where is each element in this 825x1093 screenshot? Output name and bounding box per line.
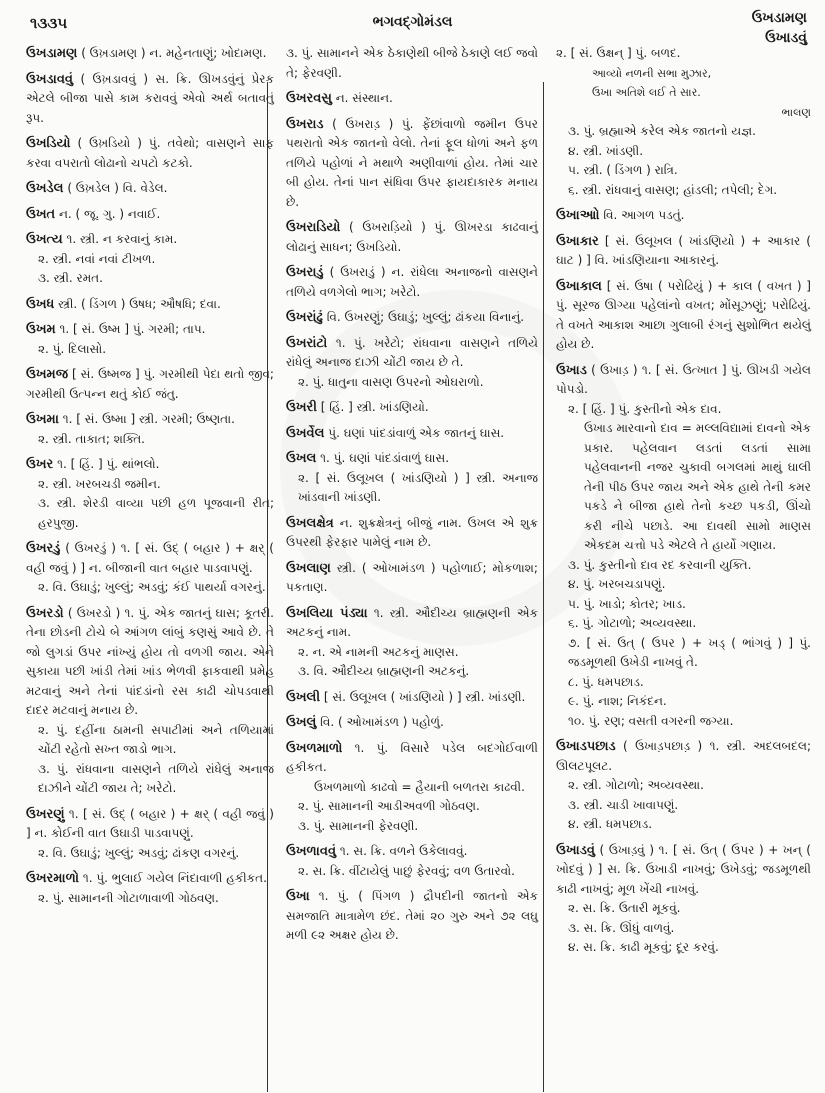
dictionary-entry [286, 218, 538, 257]
headword: ઉખરડો [26, 605, 64, 621]
dictionary-entry [26, 539, 274, 598]
headword: ઉખાડ [556, 362, 587, 378]
dictionary-entry [556, 737, 811, 835]
headword: ઉખર્વેલ [286, 425, 325, 441]
definition: ૧. પું. ભુલાઈ ગયેલ નિંદાવાળી હકીકત. [82, 871, 267, 885]
sense: ૩. સ્ત્રી. રમત. [38, 271, 103, 285]
definition: ( ઉખ઼ડામણ ) ન. મહેનતાણું; ખોદામણ. [81, 46, 267, 60]
usage-example: ઉખાડ મારવાનો દાવ = મલ્લવિદ્યામાં દાવનો એક પ્રકાર. પહેલવાન લડતાં લડતાં સામા પહેલવાનની નજર ચુકાવી બગલમાં માથું ઘાલી તેની પીઠ ઉપર જાય અને એક હાથે તેની કમર પકડે ને બીજા હાથે તેનો કચ્છ પકડી, ઊંચો કરી નીચે પછાડે. આ દાવથી સામો માણસ એકદમ ચત્તો પડે એટલે તે હાર્યો ગણાય. [584, 421, 811, 552]
page-number: ૧૩૩૫ [30, 14, 68, 32]
headword: ઉખરડું [26, 541, 61, 556]
definition: ૨. [ સં. ઉક્ષન્ ] પું. બળદ. [556, 46, 681, 60]
definition: ( ઉખરડું ) ૧. [ સં. ઉદ્ ( બહાર ) + ક્ષર્ ( વહી જવું ) ] ન. બીજાની વાત બહાર પાડવાપણું. [26, 541, 274, 575]
definition: સ્ત્રી. ( ડિંગળ ) ઉષધ; ઔષધિ; દવા. [58, 296, 221, 311]
headword: ઉખળાવવું [286, 844, 337, 859]
headword: ઉખરમાળો [26, 871, 79, 886]
sense: ૩. સ્ત્રી. ચાડી ખાવાપણું. [568, 797, 679, 812]
sense: ૩. પું. કુસ્તીનો દાવ રદ કરવાની યુક્તિ. [568, 557, 752, 572]
sense: ૩. પું. બ્રહ્માએ કરેલ એક જાતનો યજ્ઞ. [568, 124, 756, 138]
definition: [ સં. ઉલૂખલ ( ખાંડણિયો ) ] સ્ત્રી. ખાંડણી. [323, 689, 526, 704]
sense: ૭. [ સં. ઉત્ ( ઉપર ) + ખડ્ ( ભાંગવું ) ] પું. જડમૂળથી ઉખેડી નાખવું તે. [568, 635, 811, 669]
dictionary-entry [26, 134, 274, 173]
definition: [ હિં. ] સ્ત્રી. ખાંડણિયો. [320, 400, 429, 414]
definition: ૧. સ્ત્રી. ન કરવાનું કામ. [66, 232, 178, 246]
definition: ( ઉખાડ઼પછાડ઼ ) ૧. સ્ત્રી. અદલબદલ; ઊલટપૂલટ. [556, 739, 811, 773]
dictionary-entry [26, 70, 274, 129]
headword: ઉખાકાર [556, 233, 599, 249]
headword: ઉખલું [286, 715, 317, 730]
headword: ઉખલક્ષેત્ર [286, 515, 334, 531]
sense: ૨. પું. દહીંના ઠામની સપાટીમાં અને તળિયામાં ચોંટી રહેતો સખ્ત જાડો ભાગ. [38, 722, 274, 756]
headword: ઉખમ [26, 322, 56, 337]
quotation-source: ભાલણ [781, 105, 811, 119]
sense: ૬. પું. ગોટાળો; અવ્યવસ્થા. [568, 616, 697, 630]
headword: ઉખળમાળો [286, 740, 343, 756]
headword: ઉખાડવું [556, 842, 595, 858]
headword: ઉખરાડું [286, 265, 324, 280]
sense: ૪. સ્ત્રી. ખાંડણી. [568, 143, 644, 158]
definition: વિ. ઉખરણું; ઉઘાડું; ખુલ્લું; ઢાંકયા વિનાનું. [326, 310, 525, 324]
definition: ૧. પું. ( પિંગળ ) દ્રૌપદીની જાતનો એક સમજાતિ માત્રામેળ છંદ. તેમાં ૨૦ ગુરુ અને ૭૨ લઘુ મળી ૯૨ અક્ષર હોય છે. [286, 889, 538, 942]
definition: વિ. આગળ પડતું. [603, 208, 685, 222]
headword: ઉખાડપછાડ [556, 739, 616, 754]
definition: ( ઉખ઼ડાવવું ) સ. ક્રિ. ઊખડવુંનું પ્રેરક એટલે બીજા પાસે કામ કરાવવું એવો અર્થ બતાવતું રૂપ. [26, 71, 274, 125]
dictionary-entry [556, 44, 811, 200]
definition: [ સં. ઉષા ( પરોઢિયું ) + કાલ ( વખત ) ] પું. સૂરજ ઊગ્યા પહેલાંનો વખત; મોંસૂઝણું; પરોઢિયું. તે વખતે આકાશ આછા ગુલાબી રંગનું સુશોભિત થયેલું હોય છે. [556, 278, 811, 351]
definition: ૧. [ સં. ઉષ્મા ] સ્ત્રી. ગરમી; ઉષ્ણતા. [62, 412, 235, 426]
dictionary-entry [286, 713, 538, 733]
sense: ૨. વિ. ઉઘાડું; ખુલ્લું; અડવું; કંઈ પાથર્યા વગરનું. [38, 580, 266, 594]
sense: ૧૦. પું. રણ; વસતી વગરની જગ્યા. [568, 713, 734, 728]
dictionary-entry [286, 842, 538, 881]
headword: ઉખમજ [26, 367, 68, 382]
definition: ( ઉખરડો ) ૧. પું. એક જાતનું ઘાસ; કૂતરી. તેના છોડની ટોચે બે આંગળ લાંબું કણસું આવે છે. તે જો લુગડાં ઉપર નાંખ્યું હોય તો વળગી જાય. એને સુકાયા પછી ખાંડી તેમાં ખાંડ ભેળવી ફાકવાથી પ્રમેહ મટવાનું અને તેનાં પાંદડાંનો રસ કાઢી ચોપડવાથી દાદર મટવાનું મનાય છે. [26, 605, 274, 717]
sense: ૨. [ હિં. ] પું. કુસ્તીનો એક દાવ. [568, 401, 722, 416]
dictionary-entry [556, 232, 811, 271]
headword: ઉખડામણ [26, 46, 78, 61]
dictionary-entry [26, 455, 274, 533]
headword: ઉખરવસુ [286, 91, 332, 106]
dictionary-entry [286, 688, 538, 708]
definition: વિ. ( ઓખામંડળ ) પહોળું. [320, 715, 444, 729]
definition: ( ઉખરાડ઼િયો ) પું. ઊખરડા કાઢવાનું લોઢાનું સાધન; ઉખડિયો. [286, 220, 538, 254]
definition: [ સં. ઉષ્મજ ] પું. ગરમીથી પેદા થતો જીવ; ગરમીથી ઉત્પન્ન થતું કોઈ જંતુ. [26, 367, 274, 401]
definition: ૧. [ સં. ઉષ્મ ] પું. ગરમી; તાપ. [59, 322, 206, 336]
dictionary-entry [26, 230, 274, 289]
definition: ( ઉખરાડ઼ું ) ન. રાંધેલા અનાજનો વાસણને તળિયે વળગેલો ભાગ; ખરેટો. [286, 265, 538, 299]
definition: ૧. પું. વિસારે પડેલ બદગોઈવાળી હકીકત. [286, 740, 538, 774]
dictionary-entry [286, 263, 538, 302]
definition: ન. ( જૂ. ગુ. ) નવાઈ. [58, 206, 161, 221]
definition: ન. શુક્રક્ષેત્રનું બીજું નામ. ઉખલ એ શુક્ર ઉપરથી ફેરફાર પામેલું નામ છે. [286, 515, 538, 549]
headword: ઉખડાવવું [26, 71, 74, 87]
running-title: ભગવદ્ગોમંડલ [372, 14, 453, 30]
definition: પું. ઘણાં પાંદડાંવાળું એક જાતનું ઘાસ. [328, 425, 505, 440]
headword: ઉખાકાલ [556, 278, 602, 294]
dictionary-entry [286, 398, 538, 418]
sense: ૩. સ્ત્રી. શેરડી વાવ્યા પછી હળ પૂજવાની રીત; હરપુજી. [38, 496, 274, 530]
dictionary-entry [26, 205, 274, 225]
dictionary-entry [26, 44, 274, 64]
dictionary-entry [286, 89, 538, 109]
sense: ૩. પું. સામાનની ફેરવણી. [298, 818, 419, 833]
headword: ઉખરાડ [286, 116, 324, 132]
dictionary-entry [286, 559, 538, 598]
definition: ( ઉખરાડ઼ ) પું. ફેંછાંવાળો જમીન ઉપર પથરાતો એક જાતનો વેલો. તેનાં ફૂલ ધોળાં અને ફળ તળિયે પહોળાં ને મથાળે અણીવાળાં હોય. તેમાં ચાર બી હોય. તેનાં પાન સંધિવા ઉપર ફાયદાકારક મનાય છે. [286, 116, 538, 209]
quotation-line: ઉખા અતિશે લઈ તે સાર. [592, 86, 701, 99]
dictionary-entry [556, 361, 811, 732]
sense: ૩. વિ. ઔદીચ્ય બ્રાહ્મણની અટકનું. [298, 664, 470, 678]
definition: ૧. સ. ક્રિ. વળને ઉકેલાવવું. [339, 844, 468, 858]
headword: ઉખરાડિયો [286, 220, 341, 235]
dictionary-entry [26, 365, 274, 404]
definition: ન. સંસ્થાન. [335, 91, 393, 105]
dictionary-entry [556, 206, 811, 226]
definition: ( ઉખ઼ડિયો ) પું. તવેથો; વાસણને સાફ કરવા વપરાતો લોઢાનો ચપટો કટકો. [26, 136, 274, 170]
definition: ( ઉખ઼ડેલ ) વિ. વેડેલ. [67, 181, 168, 195]
sense: ૨. સ્ત્રી. ગોટાળો; અવ્યવસ્થા. [568, 778, 704, 792]
dictionary-entry [286, 449, 538, 508]
definition: ૧. પું. ઘણાં પાંદડાંવાળું ઘાસ. [320, 451, 450, 465]
dictionary-entry [286, 887, 538, 946]
dictionary-entry [556, 841, 811, 958]
headword: ઉખરાંઢું [286, 310, 323, 325]
sense: ૩. સ. ક્રિ. ઊંધું વાળવું. [568, 920, 675, 935]
definition: ( ઉખાડ઼ ) ૧. [ સં. ઉત્ખાત ] પું. ઊખડી ગયેલ પોપડો. [556, 362, 811, 396]
column-middle [286, 44, 538, 1054]
sense: ૨. સ્ત્રી. નવાં નવાં ટીખળ. [38, 251, 156, 266]
headword: ઉખમા [26, 412, 59, 427]
dictionary-columns [26, 44, 811, 1054]
sense: ૨. સ. ક્રિ. વીંટાયેલું પાછું ફેરવવું; વળ ઉતારવો. [298, 863, 515, 878]
column-left [26, 44, 274, 1054]
dictionary-entry [26, 295, 274, 315]
headword: ઉખલાણ [286, 560, 331, 576]
column-right [556, 44, 811, 1054]
headword: ઉખરાંટો [286, 335, 328, 351]
sense: ૨. ન. એ નામની અટકનું માણસ. [298, 644, 459, 659]
headword: ઉખડેલ [26, 181, 64, 196]
definition: ૧. પું. ખરેટો; રાંધવાના વાસણને તળિયે રાંધેલું અનાજ દાઝી ચોંટી જાય છે તે. [286, 335, 538, 369]
guide-words [752, 8, 807, 48]
dictionary-entry [286, 115, 538, 213]
headword: ઉખલી [286, 689, 321, 705]
sense: ૬. સ્ત્રી. રાંધવાનું વાસણ; હાંડલી; તપેલી; દેગ. [568, 182, 778, 197]
sense: ૫. પું. ખાડો; કોતર; ખાડ. [568, 596, 686, 611]
sense: ૫. સ્ત્રી. ( ડિંગળ ) રાત્રિ. [568, 163, 678, 177]
dictionary-entry [286, 424, 538, 444]
dictionary-entry [26, 410, 274, 449]
definition: ૩. પું. સામાનને એક ઠેકાણેથી બીજે ઠેકાણે લઈ જવો તે; ફેરવણી. [286, 46, 538, 80]
sense: ૨. પું. સામાનની ગોટાળાવાળી ગોઠવણ. [38, 890, 219, 905]
sense: ૪. પું. ખરબચડાપણું. [568, 577, 666, 591]
definition: ૧. [ હિં. ] પું. થાંભલો. [57, 457, 160, 471]
headword: ઉખલિયા પંડ્યા [286, 605, 368, 621]
headword: ઉખડિયો [26, 136, 71, 151]
headword: ઉખા [286, 889, 310, 904]
sense: ૨. સ્ત્રી. ખરબચડી જમીન. [38, 476, 161, 491]
headword: ઉખરી [286, 400, 317, 415]
definition: ૧. સ્ત્રી. ઔદીચ્ય બ્રાહ્મણની એક અટકનું નામ. [286, 605, 538, 639]
usage-example: ઉખળમાળો કાઢવો = હૈયાની બળતરા કાઢવી. [314, 779, 525, 794]
headword: ઉખરણું [26, 806, 65, 822]
quotation-line: આવ્યો નળની સભા મુઝાર, [592, 66, 712, 80]
sense: ૩. પું. રાંધવાના વાસણને તળિયે રાંધેલું અનાજ દાઝીને ચોંટી જાય તે; ખરેટો. [38, 761, 274, 795]
dictionary-entry [26, 805, 274, 864]
dictionary-entry [26, 869, 274, 908]
sense: ૪. સ્ત્રી. ધમપછાડ. [568, 817, 653, 831]
page-header [0, 0, 825, 44]
dictionary-entry [286, 514, 538, 553]
sense: ૨. સ. ક્રિ. ઉતારી મૂકવું. [568, 901, 681, 915]
sense: ૨. પું. દિલાસો. [38, 341, 107, 356]
dictionary-entry [26, 604, 274, 799]
sense: ૪. સ. ક્રિ. કાઢી મૂકવું; દૂર કરવું. [568, 940, 719, 954]
definition: [ સં. ઉલૂખલ ( ખાંડણિયો ) + આકાર ( ઘાટ ) ] વિ. ખાંડણિયાના આકારનું. [556, 233, 811, 267]
sense: ૨. પું. સામાનની આડીઅવળી ગોઠવણ. [298, 799, 480, 813]
headword: ઉખલ [286, 451, 317, 466]
guide-word-last: ઉખાડવું [765, 30, 807, 46]
sense: ૨. સ્ત્રી. તાકાત; શક્તિ. [38, 431, 145, 446]
headword: ઉખધ [26, 296, 55, 312]
guide-word-first: ઉખડામણ [751, 10, 807, 26]
headword: ઉખત્ય [26, 232, 63, 247]
headword: ઉખાઆો [556, 208, 600, 223]
dictionary-entry [286, 604, 538, 682]
dictionary-entry [286, 308, 538, 328]
definition: ૧. [ સં. ઉદ્ ( બહાર ) + ક્ષર્ ( વહી જવું ) ] ન. કોઈની વાત ઉઘાડી પાડવાપણું. [26, 806, 274, 840]
dictionary-entry [286, 44, 538, 83]
dictionary-entry [26, 320, 274, 359]
headword: ઉખત [26, 206, 56, 222]
definition: સ્ત્રી. ( ઓખામંડળ ) પહોળાઈ; મોકળાશ; પકતાણ. [286, 560, 538, 594]
headword: ઉખર [26, 457, 54, 472]
sense: ૨. વિ. ઉઘાડું; ખુલ્લું; અડવું; ઢાંકણ વગરનું. [38, 845, 240, 860]
dictionary-entry [26, 179, 274, 199]
dictionary-entry [286, 334, 538, 393]
sense: ૨. [ સં. ઉલૂખલ ( ખાંડણિયો ) ] સ્ત્રી. અનાજ ખાંડવાની ખાંડણી. [298, 470, 538, 504]
sense: ૨. પું. ધાતુના વાસણ ઉપરનો ઓઘરાળો. [298, 374, 484, 389]
sense: ૯. પું. નાશ; નિકંદન. [568, 694, 667, 708]
dictionary-entry [556, 277, 811, 355]
dictionary-entry [286, 739, 538, 837]
definition: ( ઉખાડ઼વું ) ૧. [ સં. ઉત્ ( ઉપર ) + ખન્ ( ખોદવું ) ] સ. ક્રિ. ઉખાડી નાખવું; ઉખેડવું; જડમૂળથી કાઢી નાખવું; મૂળ ખેંચી નાખવું. [556, 842, 811, 896]
sense: ૮. પું. ધમપછાડ. [568, 674, 644, 689]
